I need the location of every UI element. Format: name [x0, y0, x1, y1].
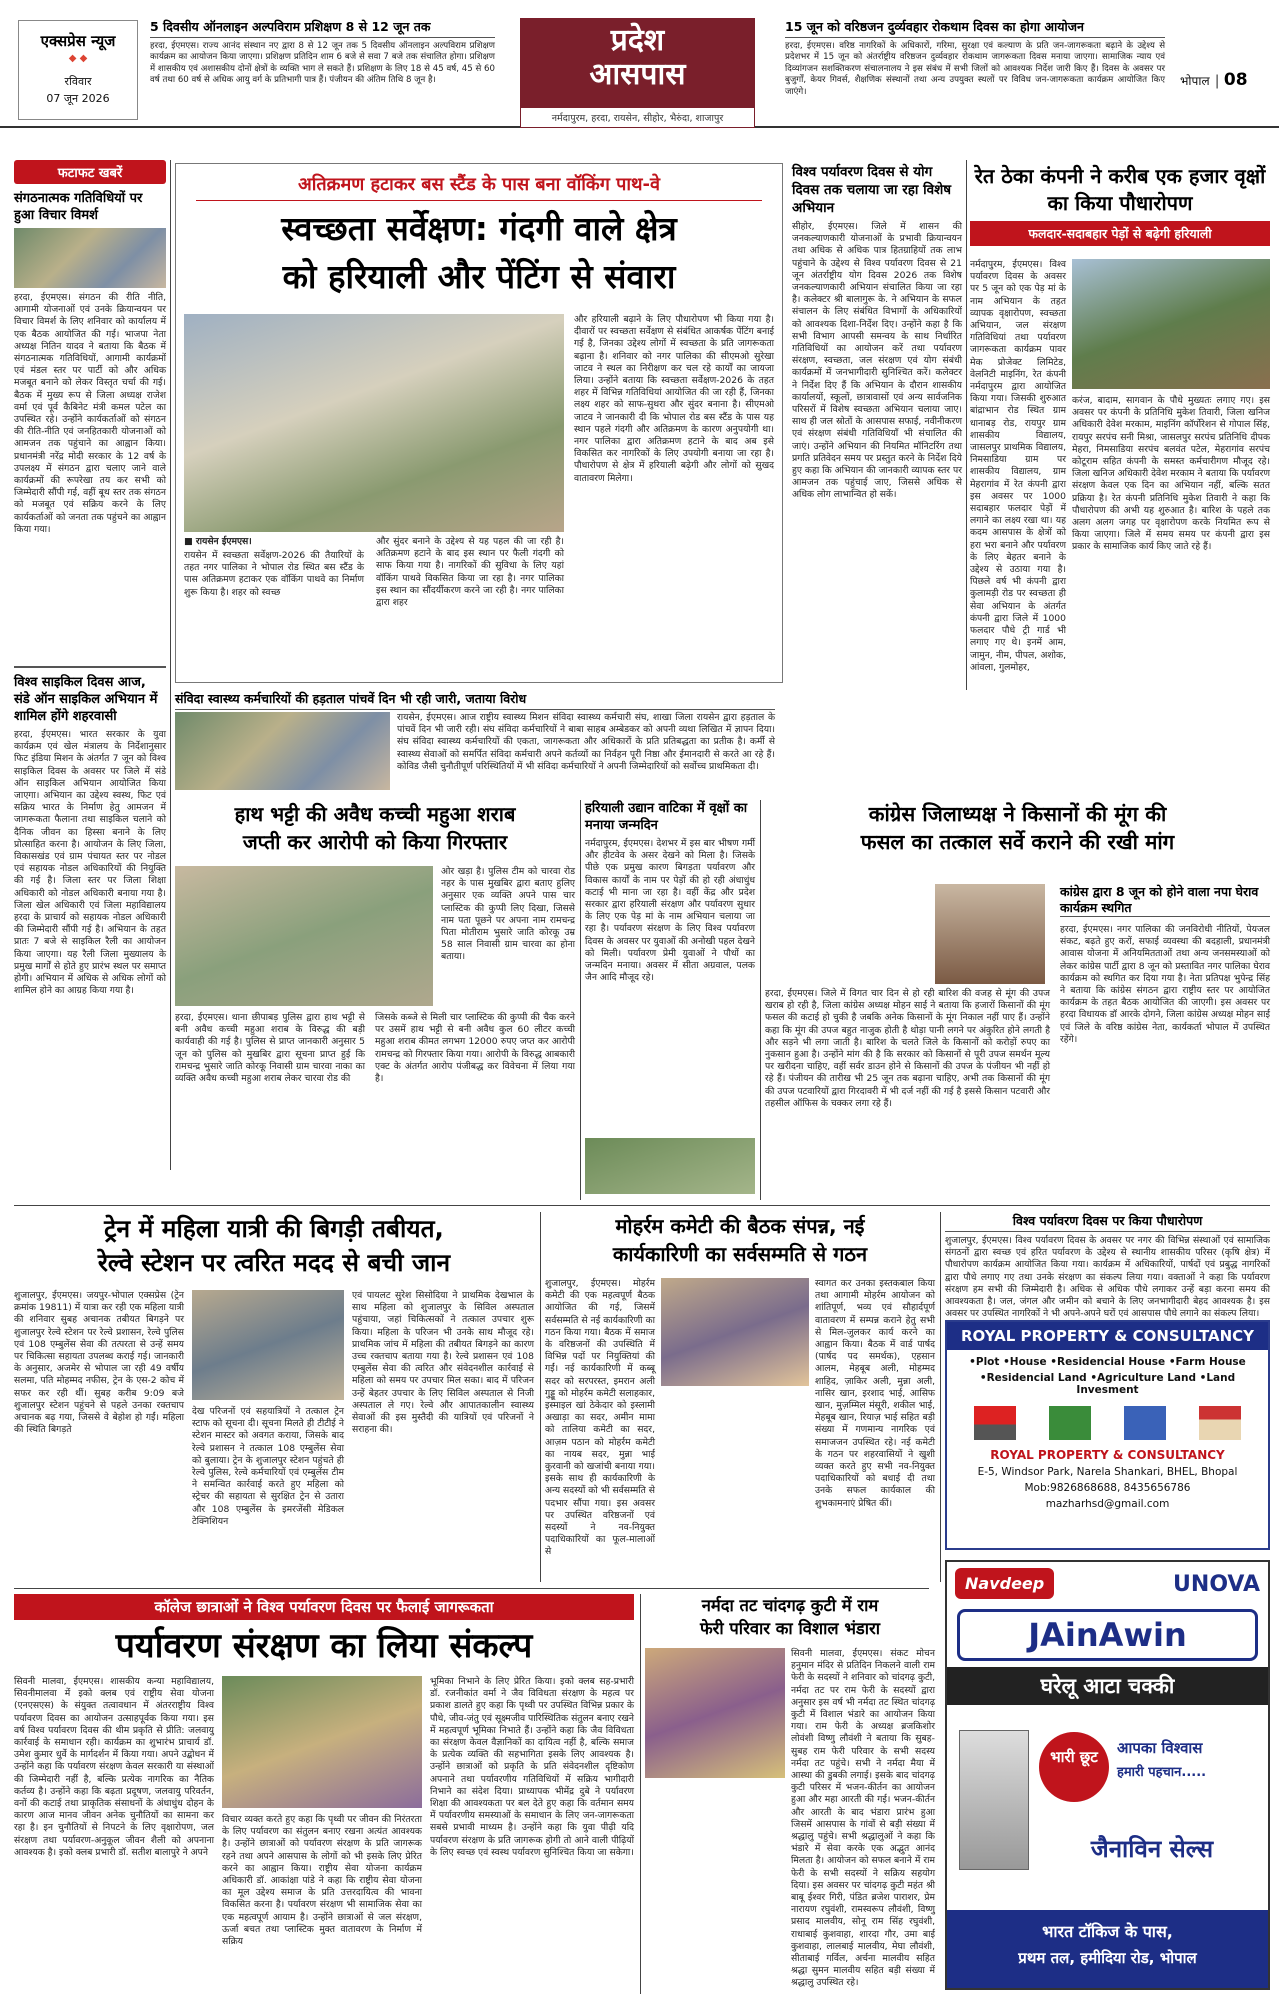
unova-logo: UNOVA: [1173, 1572, 1260, 1597]
lead-text-1: रायसेन में स्वच्छता सर्वेक्षण-2026 की तैयारियों के तहत नगर पालिका ने भोपाल रोड स्थित बस स्टैंड के पास अतिक्रमण हटाकर एक वॉकिंग पाथवे का निर्माण शुरू किया है। शहर को स्वच्छ: [184, 550, 364, 598]
shop-address-2: प्रथम तल, हमीदिया रोड, भोपाल: [1018, 1949, 1197, 1967]
mahua-text-3: ओर खड़ा है। पुलिस टीम को चारवा रोड नहर के पास मुखबिर द्वारा बताए हुलिए अनुसार एक व्यक्ति अपने पास चार प्लास्टिक की कुप्पी लिए दिखा, जिससे नाम पता पूछने पर अपना नाम रामचन्द्र पिता मोतीराम भुसारे जाति कोरकू उम्र 58 साल निवासी ग्राम चारवा का होना बताया।: [441, 866, 575, 963]
tree-headline: रेत ठेका कंपनी ने करीब एक हजार वृक्षों का किया पौधारोपण: [974, 164, 1266, 215]
fatafat-label: फटाफट खबरें: [14, 160, 166, 184]
masthead-left-story: [150, 18, 495, 123]
masthead: [0, 0, 1279, 128]
tree-text-a: नर्मदापुरम, ईएमएस। विश्व पर्यावरण दिवस के अवसर पर 5 जून को एक पेड़ मां के नाम अभियान के तहत व्यापक वृक्षारोपण, स्वच्छता अभियान, जल संरक्षण गतिविधियां तथा पर्यावरण जागरूकता कार्यक्रम पावर मेक प्रोजेक्ट लिमिटेड, वेलनिटी माइनिंग, रेत कंपनी नर्मदापुरम द्वारा आयोजित किया गया। जिसकी शुरुआत बांद्राभान रोड स्थित ग्राम धानाबड़ रोड, रायपुर ग्राम शासकीय विद्यालय, जासलपुर प्राथमिक विद्यालय, निमसाडिया ग्राम पर शासकीय विद्यालय, ग्राम मेहरागांव में रेत कंपनी द्वारा इस अवसर पर 1000 सदाबहार फलदार पेड़ों में लगाने का लक्ष्य रखा था। यह कदम आसपास के क्षेत्रों को हरा भरा बनाने और पर्यावरण के लिए बेहतर बनाने के उद्देश्य से उठाया गया है। पिछले वर्ष भी कंपनी द्वारा कुलामड़ी रोड पर स्वच्छता ही सेवा अभियान के अंतर्गत कंपनी द्वारा जिले में 1000 फलदार पौधे ट्री गार्ड भी लगाए गए थे। इनमें आम, जामुन, नीम, पीपल, अशोक, आंवला, गुलमोहर,: [970, 259, 1066, 673]
brief2-headline: विश्व साइकिल दिवस आज, संडे ऑन साइकिल अभियान में शामिल होंगे शहरवासी: [14, 675, 158, 724]
folio-page-number: 08: [1223, 70, 1248, 90]
column-rule: [640, 1594, 641, 1994]
navdeep-logo: Navdeep: [955, 1568, 1054, 1599]
moharram-headline-2: कार्यकारिणी का सर्वसम्मति से गठन: [612, 1242, 868, 1266]
mahua-text-1: हरदा, ईएमएस। थाना छीपाबड़ पुलिस द्वारा हाथ भट्टी से बनी अवैध कच्ची महुआ शराब के विरुद्ध की बड़ी कार्यवाही की गई है। पुलिस से प्राप्त जानकारी अनुसार 5 जून को पुलिस को मुखबिर द्वारा सूचना प्राप्त हुई कि रामचन्द्र भुसारे जाति कोरकू निवासी ग्राम चारवा नाका का व्यक्ति अवैध कच्ची महुआ शराब लेकर चारवा रोड की: [175, 1012, 365, 1085]
bhandara-headline-1: नर्मदा तट चांदगढ़ कुटी में राम: [701, 1596, 879, 1615]
page-folio: [1180, 70, 1275, 94]
train-story: [14, 1212, 534, 1582]
royal-line-1: •Plot •House •Residencial House •Farm House: [969, 1356, 1246, 1368]
tree-subhead: फलदार-सदाबहार पेड़ों से बढ़ेगी हरियाली: [970, 221, 1270, 246]
congress-text: हरदा, ईएमएस। जिले में विगत चार दिन से हो रही बारिश की वजह से मूंग की उपज खराब हो रही है, जिला कांग्रेस अध्यक्ष मोहन साई ने बताया कि हजारों किसानों की मूंग फसल की कटाई हो चुकी है जबकि अनेक किसानों के मूंग निकाल नहीं पाए हैं। उन्होंने कहा कि मूंग की उपज बहुत नाजुक होती है थोड़ा पानी लगने पर अंकुरित होने लगती है और सड़ने भी लगा जाती है। बारिश के चलते जिले के किसानों को करोड़ों रुपए का नुकसान हुआ है। उन्होंने मांग की है कि सरकार को किसानों से पूरी उपज समर्थन मूल्य पर खरीदना चाहिए, वहीं सर्वर डाउन होने से किसानों की उपज के पंजीयन भी नहीं हो रहे हैं। पंजीयन की तारीख भी 25 जून तक बढ़ाना चाहिए, अभी तक किसानों की मूंग की उपज पटवारियों द्वारा गिरदावरी में भी दर्ज नहीं की गई है इससे किसान पटवारी और तहसील ऑफिस के चक्कर लगा रहे हैं।: [765, 988, 1050, 1109]
column-rule: [580, 800, 581, 1200]
congress-side-headline: कांग्रेस द्वारा 8 जून को होने वाला नपा घेराव कार्यक्रम स्थगित: [1060, 884, 1270, 917]
train-text-3: एवं पायलट सुरेश सिसोदिया ने प्राथमिक देखभाल के साथ महिला को शुजालपुर के सिविल अस्पताल पहुंचाया, जहां चिकित्सकों ने तत्काल उपचार शुरू किया। महिला के परिजन भी उनके साथ मौजूद रहे। प्राथमिक जांच में महिला की तबीयत बिगड़ने का कारण उच्च रक्तचाप बताया गया है। रेल्वे प्रशासन एवं 108 एम्बुलेंस सेवा की त्वरित और संवेदनशील कार्रवाई से महिला को समय पर उपचार मिल सका। बाद में परिजन उन्हें बेहतर उपचार के लिए सिविल अस्पताल से निजी अस्पताल ले गए। रेल्वे और आपातकालीन स्वास्थ्य सेवाओं की इस मुस्तैदी की यात्रियों एवं परिजनों ने सराहना की।: [352, 1290, 534, 1436]
college-headline: पर्यावरण संरक्षण का लिया संकल्प: [115, 1626, 533, 1666]
briefs-column: [14, 160, 166, 1170]
college-story: [14, 1594, 634, 1994]
mahua-story: [175, 800, 575, 1200]
train-text-1: शुजालपुर, ईएमएस। जयपुर-भोपाल एक्सप्रेस (ट्रेन क्रमांक 19811) में यात्रा कर रही एक महिला यात्री की शनिवार सुबह अचानक तबीयत बिगड़ने पर शुजालपुर रेल्वे स्टेशन पर रेल्वे प्रशासन, रेल्वे पुलिस एवं 108 एम्बुलेंस सेवा की तत्परता से उन्हें समय पर चिकित्सा सहायता उपलब्ध कराई गई। जानकारी के अनुसार, अजमेर से भोपाल जा रही 49 वर्षीय सलमा, पति मोहम्मद नफीस, ट्रेन के एस-2 कोच में सफर कर रही थीं। सुबह करीब 9:09 बजे शुजालपुर स्टेशन पहुंचने से पहले उनका रक्तचाप अचानक बढ़ गया, जिससे वे बेहोश हो गईं। महिला की स्थिति बिगड़ते: [14, 1290, 184, 1436]
lead-photo: [184, 314, 564, 532]
garden-photo: [585, 1138, 755, 1194]
congress-headline-2: फसल का तत्काल सर्वे कराने की रखी मांग: [860, 830, 1175, 854]
column-rule: [966, 160, 967, 690]
shop-address-1: भारत टॉकिज के पास,: [1042, 1922, 1173, 1941]
royal-email[interactable]: mazharhsd@gmail.com: [1045, 1498, 1170, 1510]
royal-name: ROYAL PROPERTY & CONSULTANCY: [990, 1448, 1225, 1462]
masthead-right-story: [785, 18, 1165, 123]
edition-date: 07 जून 2026: [46, 92, 110, 105]
college-kicker: कॉलेज छात्राओं ने विश्व पर्यावरण दिवस पर फैलाई जागरूकता: [14, 1594, 634, 1620]
shop-name: जैनाविन सेल्स: [1090, 1835, 1214, 1863]
garden-text: नर्मदापुरम, ईएमएस। देशभर में इस बार भीषण गर्मी और हीटवेव के असर देखने को मिला है। जिसके पीछे एक प्रमुख कारण बिगड़ता पर्यावरण और विकास कार्यों के नाम पर पेड़ों की हो रही अंधाधुंध कटाई भी माना जा रहा है। वहीं केंद्र और प्रदेश सरकार द्वारा हरियाली संरक्षण और पर्यावरण सुधार के लिए एक पेड़ मां के नाम अभियान चलाया जा रहा है। पर्यावरण संरक्षण के लिए विश्व पर्यावरण दिवस के अवसर पर युवाओं की अनोखी पहल देखने को मिली। पर्यावरण प्रेमी युवाओं ने पौधों का जन्मदिन मनाया। अवसर में सीता अग्रवाल, पलक जैन आदि मौजूद रहे।: [585, 838, 755, 984]
moharram-photo: [661, 1278, 809, 1386]
royal-address: E-5, Windsor Park, Narela Shankari, BHEL, Bhopal: [977, 1466, 1238, 1478]
brief-divider: [14, 666, 166, 668]
college-text-2: विचार व्यक्त करते हुए कहा कि पृथ्वी पर जीवन की निरंतरता के लिए पर्यावरण का संतुलन बनाए रखना अत्यंत आवश्यक है। उन्होंने छात्राओं को पर्यावरण संरक्षण के प्रति जागरूक रहने तथा अपने आसपास के लोगों को भी इसके लिए प्रेरित करने का आह्वान किया। राष्ट्रीय सेवा योजना कार्यक्रम अधिकारी डॉ. आकांक्षा पांडे ने कहा कि राष्ट्रीय सेवा योजना का मूल उद्देश्य समाज के प्रति उत्तरदायित्व की भावना विकसित करना है। पर्यावरण संरक्षण भी सामाजिक सेवा का एक महत्वपूर्ण आयाम है। उन्होंने छात्राओं से जल संरक्षण, ऊर्जा बचत तथा प्लास्टिक मुक्त वातावरण के निर्माण में सक्रिय: [222, 1814, 422, 1948]
house-icon: [1199, 1406, 1241, 1440]
lead-headline-1: स्वच्छता सर्वेक्षण: गंदगी वाले क्षेत्र: [281, 209, 677, 248]
plant-shujalpur-text: शुजालपुर, ईएमएस। विश्व पर्यावरण दिवस के अवसर पर नगर की विभिन्न संस्थाओं एवं सामाजिक संगठनों द्वारा स्वच्छ एवं हरित पर्यावरण के उद्देश्य से स्थानीय शासकीय परिसर (कृषि क्षेत्र) में पौधारोपण कार्यक्रम आयोजित किया गया। कार्यक्रम में अधिकारियों, पार्षदों एवं प्रबुद्ध नागरिकों द्वारा पौधे लगाए गए तथा उनके संरक्षण का संकल्प लिया गया। वक्ताओं ने कहा कि पर्यावरण संरक्षण हम सभी की जिम्मेदारी है। अधिक से अधिक पौधे लगाकर उन्हें बड़ा करना समय की आवश्यकता है। जल, जंगल और जमीन को बचाने के लिए जनभागीदारी बेहद आवश्यक है। इस अवसर पर उपस्थित नागरिकों ने भी अपने-अपने घरों एवं आसपास पौधे लगाने का संकल्प लिया।: [945, 1235, 1270, 1320]
column-rule: [940, 1212, 941, 1582]
lead-headline-2: को हरियाली और पेंटिंग से संवारा: [282, 257, 676, 296]
section-divider: [14, 1205, 1270, 1206]
garden-story: [585, 800, 755, 1200]
congress-story: [765, 800, 1270, 1200]
lead-text-3: और हरियाली बढ़ाने के लिए पौधारोपण भी किया गया है। दीवारों पर स्वच्छता सर्वेक्षण से संबंधित आकर्षक पेंटिंग बनाई गई है, जिनका उद्देश्य लोगों में स्वच्छता के प्रति जागरूकता बढ़ाना है। शनिवार को नगर पालिका की सीएमओ सुरेखा जाटव ने स्थल का निरीक्षण कर चल रहे कार्यों का जायजा लिया। उन्होंने बताया कि स्वच्छता सर्वेक्षण-2026 के तहत शहर में विभिन्न गतिविधियां आयोजित की जा रही हैं, जिनका लक्ष्य शहर को साफ-सुथरा और सुंदर बनाना है। सीएमओ जाटव ने जानकारी दी कि भोपाल रोड बस स्टैंड के पास यह स्थान पहले गंदगी और अतिक्रमण के कारण अनुपयोगी था। नगर पालिका द्वारा अतिक्रमण हटाने के बाद अब इसे विकसित कर नागरिकों के लिए उपयोगी बनाया जा रहा है। पौधारोपण से क्षेत्र में हरियाली बढ़ेगी और लोगों को सुखद वातावरण मिलेगा।: [574, 314, 774, 484]
college-photo: [222, 1676, 422, 1808]
tree-photo: [1072, 259, 1270, 389]
brand-name: एक्सप्रेस न्यूज: [40, 32, 116, 50]
land-icon: [1049, 1406, 1091, 1440]
train-headline-1: ट्रेन में महिला यात्री की बिगड़ी तबीयत,: [104, 1214, 444, 1243]
edition-day: रविवार: [64, 75, 92, 88]
column-rule: [170, 160, 171, 1170]
masthead-left-text: हरदा, ईएमएस। राज्य आनंद संस्थान नए द्वारा 8 से 12 जून तक 5 दिवसीय ऑनलाइन अल्पविराम प्रशिक्षण कार्यक्रम का आयोजन किया जाएगा। प्रशिक्षण प्रतिदिन शाम 6 बजे से सवा 7 बजे तक संचालित होगा। प्रशिक्षण में शासकीय एवं अशासकीय दोनों क्षेत्रों के व्यक्ति भाग ले सकते हैं। प्रशिक्षण के लिए 18 से 45 वर्ष, 45 से 60 वर्ष तथा 60 वर्ष से अधिक आयु वर्ग के प्रतिभागी पात्र हैं। पंजीयन की अंतिम तिथि 8 जून है।: [150, 41, 495, 86]
tree-story: [970, 163, 1270, 693]
mahua-photo: [175, 866, 433, 1006]
column-rule: [760, 800, 761, 1200]
plant-shujalpur-story: [945, 1212, 1270, 1320]
congress-headline-1: कांग्रेस जिलाध्यक्ष ने किसानों की मूंग की: [868, 802, 1167, 826]
congress-side-text: हरदा, ईएमएस। नगर पालिका की जनविरोधी नीतियों, पेयजल संकट, बढ़ते हुए करों, सफाई व्यवस्था की बदहाली, प्रधानमंत्री आवास योजना में अनियमितताओं तथा अन्य जनसमस्याओं को लेकर कांग्रेस पार्टी द्वारा 8 जून को प्रस्तावित नगर पालिका घेराव कार्यक्रम को स्थगित कर दिया गया है। नेता प्रतिपक्ष भुपेन्द्र सिंह ने बताया कि कांग्रेस संगठन द्वारा राष्ट्रीय स्तर पर आयोजित कार्यक्रम के तहत बैठक आयोजित की जाएगी। इस अवसर पर हरदा विधायक डॉ आरके दोगने, जिला कांग्रेस अध्यक्ष मोहन साई एवं जिले के वरिष्ठ कांग्रेस नेता, कार्यकर्ता भोपाल में उपस्थित रहेंगे।: [1060, 924, 1271, 1045]
moharram-headline-1: मोहर्रम कमेटी की बैठक संपन्न, नई: [615, 1214, 865, 1238]
lead-caption: ■ रायसेन ईएमएस।: [184, 536, 252, 547]
royal-line-2: •Residencial Land •Agriculture Land •Land Invesment: [979, 1372, 1236, 1396]
env-day-story: [792, 163, 962, 683]
train-photo: [192, 1290, 344, 1400]
college-text-1: सिवनी मालवा, ईएमएस। शासकीय कन्या महाविद्यालय, सिवनीमालवा में इको क्लब एवं राष्ट्रीय सेवा योजना (एनएसएस) के संयुक्त तत्वावधान में अंतरराष्ट्रीय विश्व पर्यावरण दिवस का आयोजन उत्साहपूर्वक किया गया। इस वर्ष विश्व पर्यावरण दिवस की थीम प्रकृति से प्रीति: जलवायु कार्रवाई के समाधान रही। कार्यक्रम का शुभारंभ प्राचार्य डॉ. उमेश कुमार धुर्वे के मार्गदर्शन में किया गया। अपने उद्बोधन में उन्होंने कहा कि पर्यावरण संरक्षण केवल सरकारी या संस्थाओं की जिम्मेदारी नहीं है, बल्कि प्रत्येक नागरिक का नैतिक कर्तव्य है। उन्होंने कहा कि बढ़ता प्रदूषण, जलवायु परिवर्तन, वनों की कटाई तथा प्राकृतिक संसाधनों के अंधाधुंध दोहन के कारण आज मानव जीवन अनेक चुनौतियों का सामना कर रहा है। इन चुनौतियों से निपटने के लिए वृक्षारोपण, जल संरक्षण तथा पर्यावरण-अनुकूल जीवन शैली को अपनाना आवश्यक है। इको क्लब प्रभारी डॉ. सतीश बालापुरे ने अपने: [14, 1676, 214, 1858]
folio-city: भोपाल: [1180, 74, 1210, 88]
mahua-text-2: जिसके कब्जे से मिली चार प्लास्टिक की कुप्पी की चैक करने पर उसमें हाथ भट्टी से बनी अवैध कुल 60 लीटर कच्ची महुआ शराब कीमत लगभग 12000 रुपए जप्त कर आरोपी रामचन्द्र को गिरफ्तार किया गया। आरोपी के विरुद्ध आबकारी एक्ट के अंतर्गत आरोप पंजीबद्ध कर विवेचना में लिया गया है।: [375, 1012, 575, 1085]
bhandara-headline-2: फेरी परिवार का विशाल भंडारा: [699, 1619, 881, 1638]
brief1-headline: संगठनात्मक गतिविधियों पर हुआ विचार विमर्श: [14, 191, 143, 223]
folio-divider: |: [1214, 73, 1224, 89]
offer-badge: भारी छूट: [1039, 1732, 1109, 1802]
jainawin-ad[interactable]: [945, 1560, 1270, 1990]
masthead-right-text: हरदा, ईएमएस। वरिष्ठ नागरिकों के अधिकारों, गरिमा, सुरक्षा एवं कल्याण के प्रति जन-जागरूकता बढ़ाने के उद्देश्य से प्रदेशभर में 15 जून को अंतर्राष्ट्रीय वरिष्ठजन दुर्व्यवहार रोकथाम जागरूकता दिवस मनाया जाएगा। सामाजिक न्याय एवं दिव्यांगजन सशक्तिकरण संचालनालय ने इस संबंध में सभी जिलों को आवश्यक निर्देश जारी किए हैं। दिवस के अवसर पर बुजुर्गों, केयर गिवर्स, शैक्षणिक संस्थानों तथा अन्य उपयुक्त स्थलों पर विविध जन-जागरूकता कार्यक्रम आयोजित किए जाएंगे।: [785, 41, 1165, 97]
bhandara-story: [645, 1594, 935, 1994]
section-title-line2: आसपास: [589, 57, 686, 92]
brand-ornament-icon: ◆ ◆: [68, 53, 88, 64]
brief1-text: हरदा, ईएमएस। संगठन की रीति नीति, आगामी योजनाओं एवं उनके क्रियान्वयन पर विचार विमर्श के लिए शनिवार को कार्यालय में एक बैठक आयोजित की गई। भाजपा नेता अध्यक्ष नितिन यादव ने बताया कि बैठक में संगठनात्मक गतिविधियों, आगामी कार्यक्रमों एवं मंडल स्तर पर पार्टी को और अधिक मजबूत बनाने को लेकर विस्तृत चर्चा की गई। बैठक में मुख्य रूप से जिला अध्यक्ष राजेश वर्मा एवं पूर्व कैबिनेट मंत्री कमल पटेल का उपस्थित रहे। उन्होंने कार्यकर्ताओं को संगठन की रीति-नीति एवं जनहितकारी योजनाओं को आमजन तक पहुंचाने का आह्वान किया। प्रधानमंत्री नरेंद्र मोदी सरकार के 12 वर्ष के उपलक्ष्य में संगठन द्वारा चलाए जाने वाले कार्यक्रमों की रूपरेखा तय कर सभी को जिम्मेदारी सौंपी गई, वहीं बूथ स्तर तक संगठन को मजबूत एवं सक्रिय करने के लिए कार्यकर्ताओं को जनता तक पहुंचने का आह्वान किया गया।: [14, 292, 166, 535]
plant-shujalpur-headline: विश्व पर्यावरण दिवस पर किया पौधारोपण: [945, 1212, 1270, 1232]
mahua-headline-1: हाथ भट्टी की अवैध कच्ची महुआ शराब: [234, 802, 516, 826]
tree-text-b: करंज, बादाम, सागवान के पौधे मुख्यतः लगाए गए। इस अवसर पर कंपनी के प्रतिनिधि मुकेश तिवारी, जिला खनिज अधिकारी देवेश मरकाम, माइनिंग कॉर्पोरेशन से गोपाल सिंह, रायपुर सरपंच सनी मिश्रा, जासलपुर सरपंच प्रतिनिधि दीपक मेहरा, निमसाडिया सरपंच बलवंत पटेल, मेहरागांव सरपंच कोटूराम सहित कंपनी के समस्त कर्मचारीगण मौजूद रहे। जिला खनिज अधिकारी देवेश मरकाम ने बताया कि पर्यावरण संरक्षण केवल एक दिन का अभियान नहीं, बल्कि सतत प्रक्रिया है। रेत कंपनी प्रतिनिधि मुकेश तिवारी ने कहा कि पौधारोपण की अभी यह शुरुआत है। बारिश के पहले तक अलग अलग जगह पर वृक्षारोपण करके नियमित रूप से किया जाएगा। जिले में समय समय पर कंपनी द्वारा इस प्रकार के सामाजिक कार्य किए जाते रहे हैं।: [1072, 395, 1270, 553]
lead-story: [175, 163, 783, 683]
factory-icon: [974, 1406, 1016, 1440]
health-headline: संविदा स्वास्थ्य कर्मचारियों की हड़ताल पांचवें दिन भी रही जारी, जताया विरोध: [175, 690, 775, 710]
section-banner: [520, 18, 755, 128]
moharram-text-1: शुजालपुर, ईएमएस। मोहर्रम कमेटी की एक महत्वपूर्ण बैठक आयोजित की गई, जिसमें सर्वसम्मति से नई कार्यकारिणी का गठन किया गया। बैठक में समाज के वरिष्ठजनों की उपस्थिति में विभिन्न पदों पर नियुक्तियां की गईं। नई कार्यकारिणी में कब्बू सदर को सरपरस्त, इमरान अली गुड्डू को मोहर्रम कमेटी सलाहकार, इस्माइल खां ठेकेदार को इस्लामी अखाड़ा का सदर, अमीन मामा को तालिया कमेटी का सदर, आज़म पठान को मोहर्रम कमेटी का नायब सदर, मुन्ना भाई कुरवानी को खजांची बनाया गया। इसके साथ ही कार्यकारिणी के अन्य सदस्यों को भी सर्वसम्मति से पदभार सौंपा गया। इस अवसर पर उपस्थित वरिष्ठजनों एवं सदस्यों ने नव-नियुक्त पदाधिकारियों का फूल-मालाओं से: [545, 1278, 655, 1558]
lead-kicker: अतिक्रमण हटाकर बस स्टैंड के पास बना वॉकिंग पाथ-वे: [196, 172, 762, 201]
chakki-title: घरेलू आटा चक्की: [947, 1667, 1268, 1705]
moharram-text-2: स्वागत कर उनका इस्तकबाल किया तथा आगामी मोहर्रम आयोजन को शांतिपूर्ण, भव्य एवं सौहार्दपूर्ण वातावरण में सम्पन्न कराने हेतु सभी से मिल-जुलकर कार्य करने का आह्वान किया। बैठक में वार्ड पार्षद (पार्षद पद समर्थक), एहसान आलम, मेहबूब अली, मोहम्मद शाहिद, ज़ाकिर अली, मुन्ना अली, नासिर खान, इरशाद भाई, आसिफ खान, मुज़म्मिल मंसूरी, शकील भाई, मेहबूब खान, रियाज़ भाई सहित बड़ी संख्या में गणमान्य नागरिक एवं समाजजन उपस्थित रहे। नई कमेटी के गठन पर शहरवासियों ने खुशी व्यक्त करते हुए सभी नव-नियुक्त पदाधिकारियों को बधाई दी तथा उनके सफल कार्यकाल की शुभकामनाएं प्रेषित कीं।: [815, 1278, 935, 1509]
env-day-headline: विश्व पर्यावरण दिवस से योग दिवस तक चलाया जा रहा विशेष अभियान: [792, 164, 952, 216]
section-title-line1: प्रदेश: [610, 23, 665, 58]
royal-building-icons: [947, 1406, 1268, 1440]
train-headline-2: रेल्वे स्टेशन पर त्वरित मदद से बची जान: [97, 1248, 451, 1277]
brand-box: [18, 20, 138, 120]
masthead-left-headline: 5 दिवसीय ऑनलाइन अल्पविराम प्रशिक्षण 8 से 12 जून तक: [150, 18, 495, 38]
masthead-right-headline: 15 जून को वरिष्ठजन दुर्व्यवहार रोकथाम दिवस का होगा आयोजन: [785, 18, 1165, 38]
health-photo: [175, 712, 390, 790]
bhandara-text: सिवनी मालवा, ईएमएस। संकट मोचन हनुमान मंदिर से प्रतिदिन निकलने वाली राम फेरी के सदस्यों ने शनिवार को चांदगढ़ कुटी, नर्मदा तट पर राम फेरी के सदस्यों द्वारा अनुसार इस वर्ष भी नर्मदा तट स्थित चांदगढ़ कुटी में विशाल भंडारे का आयोजन किया गया। राम फेरी के अध्यक्ष ब्रजकिशोर लोवंशी विष्णु लौवंशी ने बताया कि सुबह-सुबह राम फेरी परिवार के सभी सदस्य नर्मदा तट पहुंचे। सभी ने नर्मदा मैया में आस्था की डुबकी लगाई। इसके बाद चांदगढ़ कुटी परिसर में भजन-कीर्तन का आयोजन हुआ और महा आरती की गई। भजन-कीर्तन और आरती के बाद भंडारा प्रारंभ हुआ जिसमें आसपास के गांवों से बड़ी संख्या में श्रद्धालु पहुंचे। सभी श्रद्धालुओं ने कहा कि भंडारे में सेवा करके एक अद्भुत आनंद मिलता है। आयोजन को सफल बनाने में राम फेरी के सभी सदस्यों ने सक्रिय सहयोग दिया। इस अवसर पर चांदगढ़ कुटी महंत श्री बाबू ईश्वर गिरी, पंडित ब्रजेश पाराशर, प्रेम नारायण रघुवंशी, रामस्वरूप लौवंशी, विष्णु प्रसाद मालवीय, सोनू राम सिंह रघुवंशी, राधाबाई कुशवाहा, शारदा गौर, उमा बाई कुशवाहा, लालबाई मालवीय, मेघा लौवंशी, सीताबाई गर्विल, अर्चना मालवीय सहित श्रद्धा सुमन मालवीय सहित बड़ी संख्या में श्रद्धालु उपस्थित रहे।: [791, 1648, 935, 1989]
column-rule: [540, 1212, 541, 1582]
chakki-machine-icon: [959, 1730, 1029, 1870]
college-text-3: भूमिका निभाने के लिए प्रेरित किया। इको क्लब सह-प्रभारी डॉ. रजनीकांत वर्मा ने जैव विविधता संरक्षण के महत्व पर प्रकाश डालते हुए कहा कि पृथ्वी पर उपस्थित विभिन्न प्रकार के पौधे, जीव-जंतु एवं सूक्ष्मजीव पारिस्थितिक संतुलन बनाए रखने में महत्वपूर्ण भूमिका निभाते हैं। उन्होंने कहा कि जैव विविधता का संरक्षण केवल वैज्ञानिकों का दायित्व नहीं है, बल्कि समाज के प्रत्येक व्यक्ति की सहभागिता इसके लिए आवश्यक है। उन्होंने छात्राओं को प्रकृति के प्रति संवेदनशील दृष्टिकोण अपनाने तथा पर्यावरणीय गतिविधियों में सक्रिय भागीदारी निभाने का संदेश दिया। प्राध्यापक भीमेंद्र दुबे ने पर्यावरण शिक्षा की आवश्यकता पर बल देते हुए कहा कि वर्तमान समय में पर्यावरणीय समस्याओं के समाधान के लिए जन-जागरूकता सबसे प्रभावी माध्यम है। उन्होंने कहा कि युवा पीढ़ी यदि पर्यावरण संरक्षण के प्रति जागरूक होगी तो आने वाली पीढ़ियों के लिए स्वच्छ एवं स्वस्थ पर्यावरण सुनिश्चित किया जा सकेगा।: [430, 1676, 634, 1858]
garden-headline: हरियाली उद्यान वाटिका में वृक्षों का मनाया जन्मदिन: [585, 801, 748, 833]
ad-logo-row: [947, 1562, 1268, 1605]
royal-mobile[interactable]: Mob:9826868688, 8435656786: [1024, 1482, 1191, 1494]
env-day-text: सीहोर, ईएमएस। जिले में शासन की जनकल्याणकारी योजनाओं के प्रभावी क्रियान्वयन तथा अधिक से अधिक पात्र हितग्राहियों तक लाभ पहुंचाने के उद्देश्य से विश्व पर्यावरण दिवस से 21 जून अंतर्राष्ट्रीय योग दिवस 2026 तक विशेष जनकल्याणकारी अभियान संचालित किया जा रहा है। कलेक्टर श्री बालागुरू के. ने अभियान के सफल संचालन के लिए संबंधित विभागों के अधिकारियों को आवश्यक दिशा-निर्देश दिए। उन्होंने कहा है कि सभी विभाग आपसी समन्वय के साथ निर्धारित गतिविधियों का आयोजन करें तथा पर्यावरण संरक्षण, स्वच्छता, जल संरक्षण एवं योग संबंधी कार्यक्रमों में जनभागीदारी सुनिश्चित करें। कलेक्टर ने निर्देश दिए हैं कि अभियान के दौरान शासकीय कार्यालयों, स्कूलों, छात्रावासों एवं अन्य सार्वजनिक परिसरों में विशेष स्वच्छता अभियान चलाया जाए। साथ ही जल स्रोतों के आसपास सफाई, नवीनीकरण एवं संरक्षण संबंधी गतिविधियाँ भी संचालित की जाएं। उन्होंने अभियान की नियमित मॉनिटरिंग तथा प्रगति प्रतिवेदन समय पर प्रस्तुत करने के निर्देश दिये हुए कहा कि अभियान की जानकारी व्यापक स्तर पर आमजन तक पहुंचाई जाए, जिससे अधिक से अधिक लोग लाभान्वित हो सकें।: [792, 221, 962, 501]
slogan-line-2: हमारी पहचान.....: [1117, 1765, 1207, 1780]
royal-property-ad[interactable]: [945, 1320, 1270, 1550]
mahua-headline-2: जप्ती कर आरोपी को किया गिरफ्तार: [242, 830, 508, 854]
brief1-photo: [14, 228, 166, 288]
lead-text-2: और सुंदर बनाने के उद्देश्य से यह पहल की जा रही है। अतिक्रमण हटाने के बाद इस स्थान पर फैली गंदगी को साफ किया गया है। नागरिकों की सुविधा के लिए यहां वॉकिंग पाथवे विकसित किया जा रहा है। नगर पालिका इस स्थान का सौंदर्यीकरण करने जा रही है। नगर पालिका द्वारा शहर: [376, 536, 564, 609]
brief2-text: हरदा, ईएमएस। भारत सरकार के युवा कार्यक्रम एवं खेल मंत्रालय के निर्देशानुसार फिट इंडिया मिशन के अंतर्गत 7 जून को विश्व साइकिल दिवस के अवसर पर जिले में संडे ऑन साइकिल अभियान आयोजित किया जाएगा। अभियान का उद्देश्य स्वस्थ, फिट एवं सक्रिय भारत के निर्माण हेतु आमजन में जागरूकता फैलाना तथा साइकिल चलाने को दैनिक जीवन का हिस्सा बनाने के लिए प्रोत्साहित करना है। आयोजन के लिए जिला, विकासखंड एवं ग्राम पंचायत स्तर पर नोडल एवं सहायक नोडल अधिकारियों की नियुक्ति की गई है। जिला स्तर पर जिला शिक्षा अधिकारी को नोडल अधिकारी बनाया गया है। जिला खेल अधिकारी एवं जिला महाविद्यालय हरदा के प्राचार्य को सहायक नोडल अधिकारी की जिम्मेदारी सौंपी गई है। अभियान के तहत प्रातः 7 बजे से साइकिल रैली का आयोजन किया जाएगा। यह रैली जिला मुख्यालय के प्रमुख मार्गों से होते हुए प्रारंभ स्थल पर समाप्त होगी। अभियान में अधिक से अधिक लोगों को शामिल होने का आग्रह किया गया है।: [14, 729, 166, 997]
royal-title: ROYAL PROPERTY & CONSULTANCY: [947, 1322, 1268, 1350]
jainawin-logo: JAinAwin: [957, 1609, 1258, 1661]
section-divider: [14, 1588, 929, 1589]
moharram-story: [545, 1212, 935, 1582]
health-strike-story: [175, 690, 775, 790]
building-icon: [1124, 1406, 1166, 1440]
slogan-line-1: आपका विश्वास: [1117, 1739, 1203, 1757]
section-districts: नर्मदापुरम, हरदा, रायसेन, सीहोर, भैरुंदा, शाजापुर: [520, 107, 755, 128]
shop-address-box: [947, 1910, 1268, 1988]
train-text-2: देख परिजनों एवं सहयात्रियों ने तत्काल ट्रेन स्टाफ को सूचना दी। सूचना मिलते ही टीटीई ने स्टेशन मास्टर को अवगत कराया, जिसके बाद रेल्वे प्रशासन ने तत्काल 108 एम्बुलेंस सेवा को बुलाया। ट्रेन के शुजालपुर स्टेशन पहुंचते ही रेल्वे पुलिस, रेल्वे कर्मचारियों एवं एम्बुलेंस टीम ने समन्वित कार्रवाई करते हुए महिला को स्ट्रेचर की सहायता से सुरक्षित ट्रेन से उतारा और 108 एम्बुलेंस के इमरजेंसी मेडिकल टेक्निशियन: [192, 1406, 344, 1527]
health-text: रायसेन, ईएमएस। आज राष्ट्रीय स्वास्थ्य मिशन संविदा स्वास्थ्य कर्मचारी संघ, शाखा जिला रायसेन द्वारा हड़ताल के पांचवें दिन भी जारी रही। संघ संविदा कर्मचारियों ने बाबा साहब अम्बेडकर को अपनी व्यथा लिखित में ज्ञापन दिया। संघ संविदा स्वास्थ्य कर्मचारियों की एकता, जागरूकता और अधिकारों के प्रति प्रतिबद्धता का प्रतीक है। कर्मी से स्वास्थ्य सेवाओं को समर्पित संविदा कर्मचारी अपने कर्तव्यों का निर्वहन पूरी निष्ठा और ईमानदारी से करते आ रहे हैं। कोविड जैसी चुनौतीपूर्ण परिस्थितियों में भी संविदा कर्मचारियों ने अपनी जिम्मेदारियों को सर्वोच्च प्राथमिकता दी।: [397, 712, 775, 772]
